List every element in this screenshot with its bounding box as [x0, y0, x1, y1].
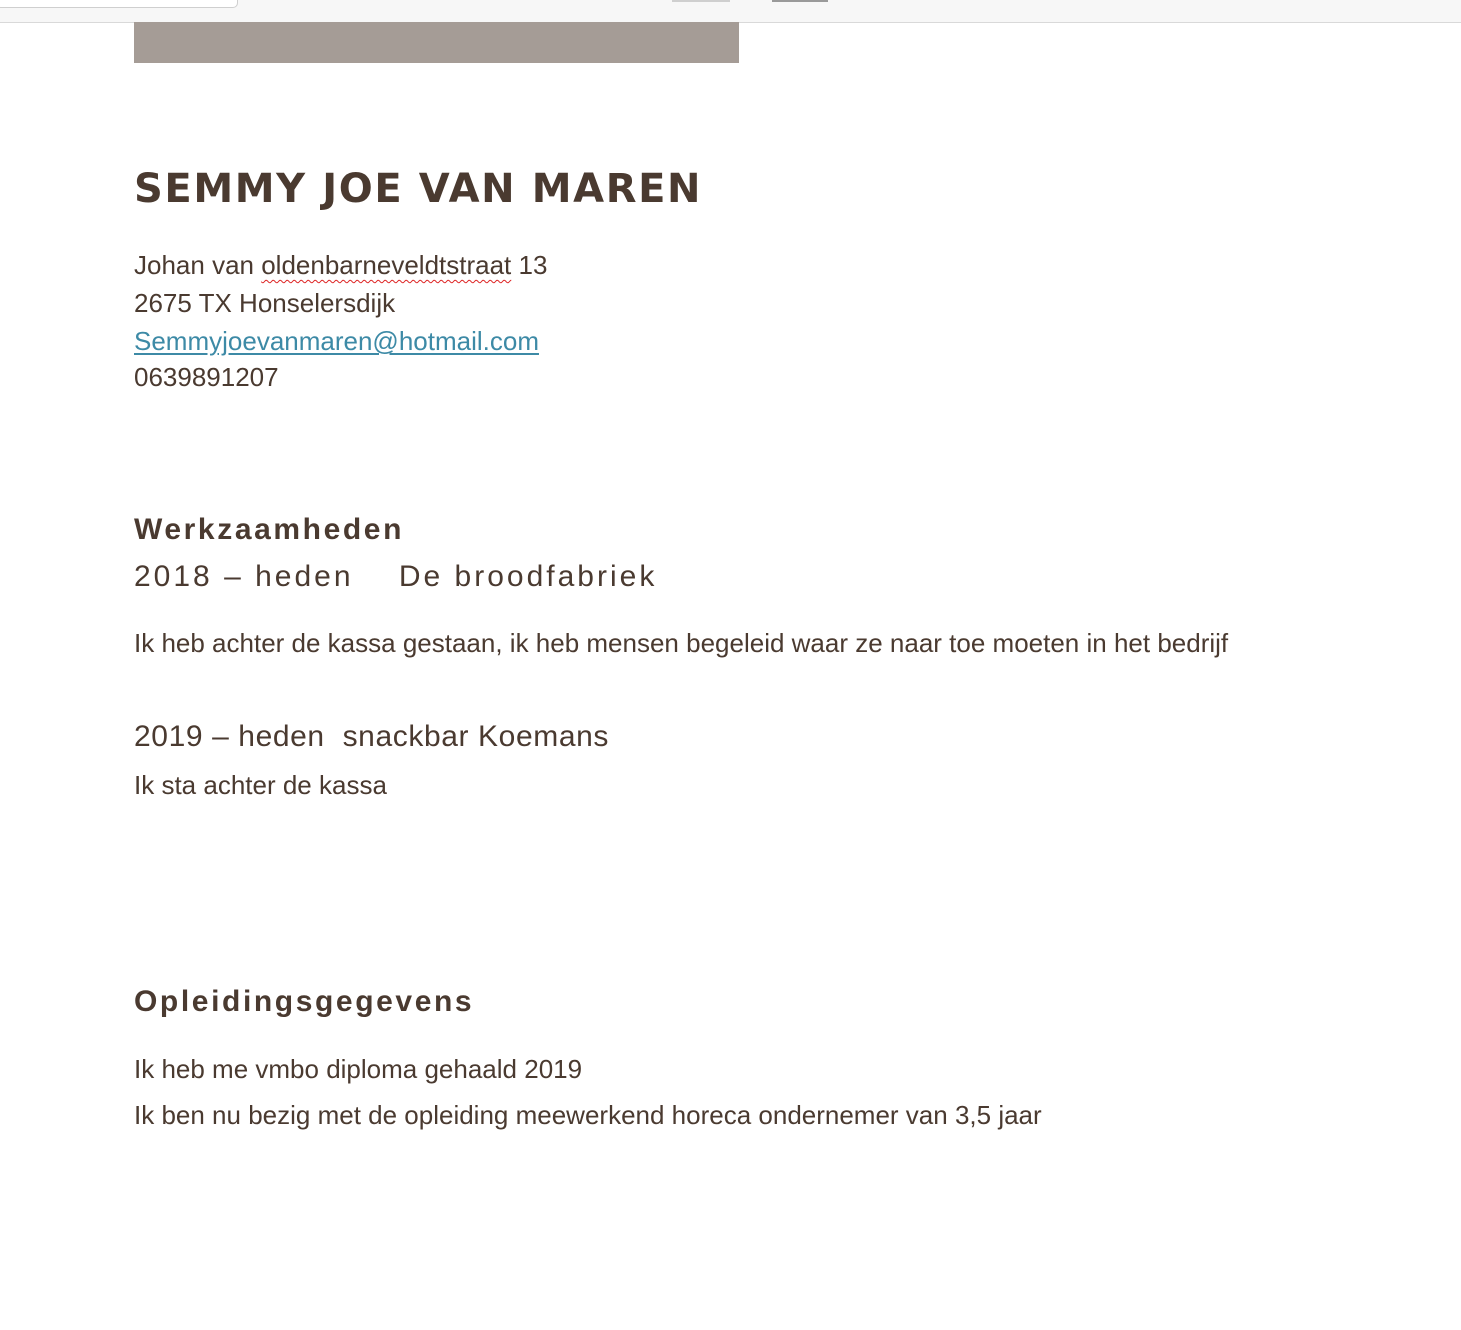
address-prefix: Johan van	[134, 250, 262, 280]
toolbar-control[interactable]	[672, 0, 730, 2]
education-heading: Opleidingsgegevens	[134, 985, 475, 1018]
toolbar-control[interactable]	[772, 0, 828, 2]
job-description-2: Ik sta achter de kassa	[134, 770, 387, 800]
email-line	[134, 326, 539, 356]
work-heading: Werkzaamheden	[134, 513, 405, 546]
education-line-2: Ik ben nu bezig met de opleiding meewerkend horeca ondernemer van 3,5 jaar	[134, 1100, 1042, 1130]
education-line-1: Ik heb me vmbo diploma gehaald 2019	[134, 1054, 583, 1084]
address-line	[134, 250, 547, 280]
phone-line: 0639891207	[134, 362, 279, 392]
address-street-misspelled[interactable]: oldenbarneveldtstraat	[261, 250, 512, 280]
address-suffix: 13	[511, 250, 548, 280]
job-title-1: 2018 – heden De broodfabriek	[134, 560, 658, 593]
resume-name: SEMMY JOE VAN MAREN	[134, 166, 703, 212]
toolbar-strip	[0, 0, 1461, 23]
toolbar-field[interactable]	[0, 0, 238, 8]
job-description-1: Ik heb achter de kassa gestaan, ik heb mensen begeleid waar ze naar toe moeten in het bedrijf	[134, 628, 1229, 658]
header-color-bar	[134, 22, 739, 63]
job-title-2: 2019 – heden snackbar Koemans	[134, 720, 609, 753]
email-link[interactable]: Semmyjoevanmaren@hotmail.com	[134, 326, 539, 356]
city-line: 2675 TX Honselersdijk	[134, 288, 396, 318]
